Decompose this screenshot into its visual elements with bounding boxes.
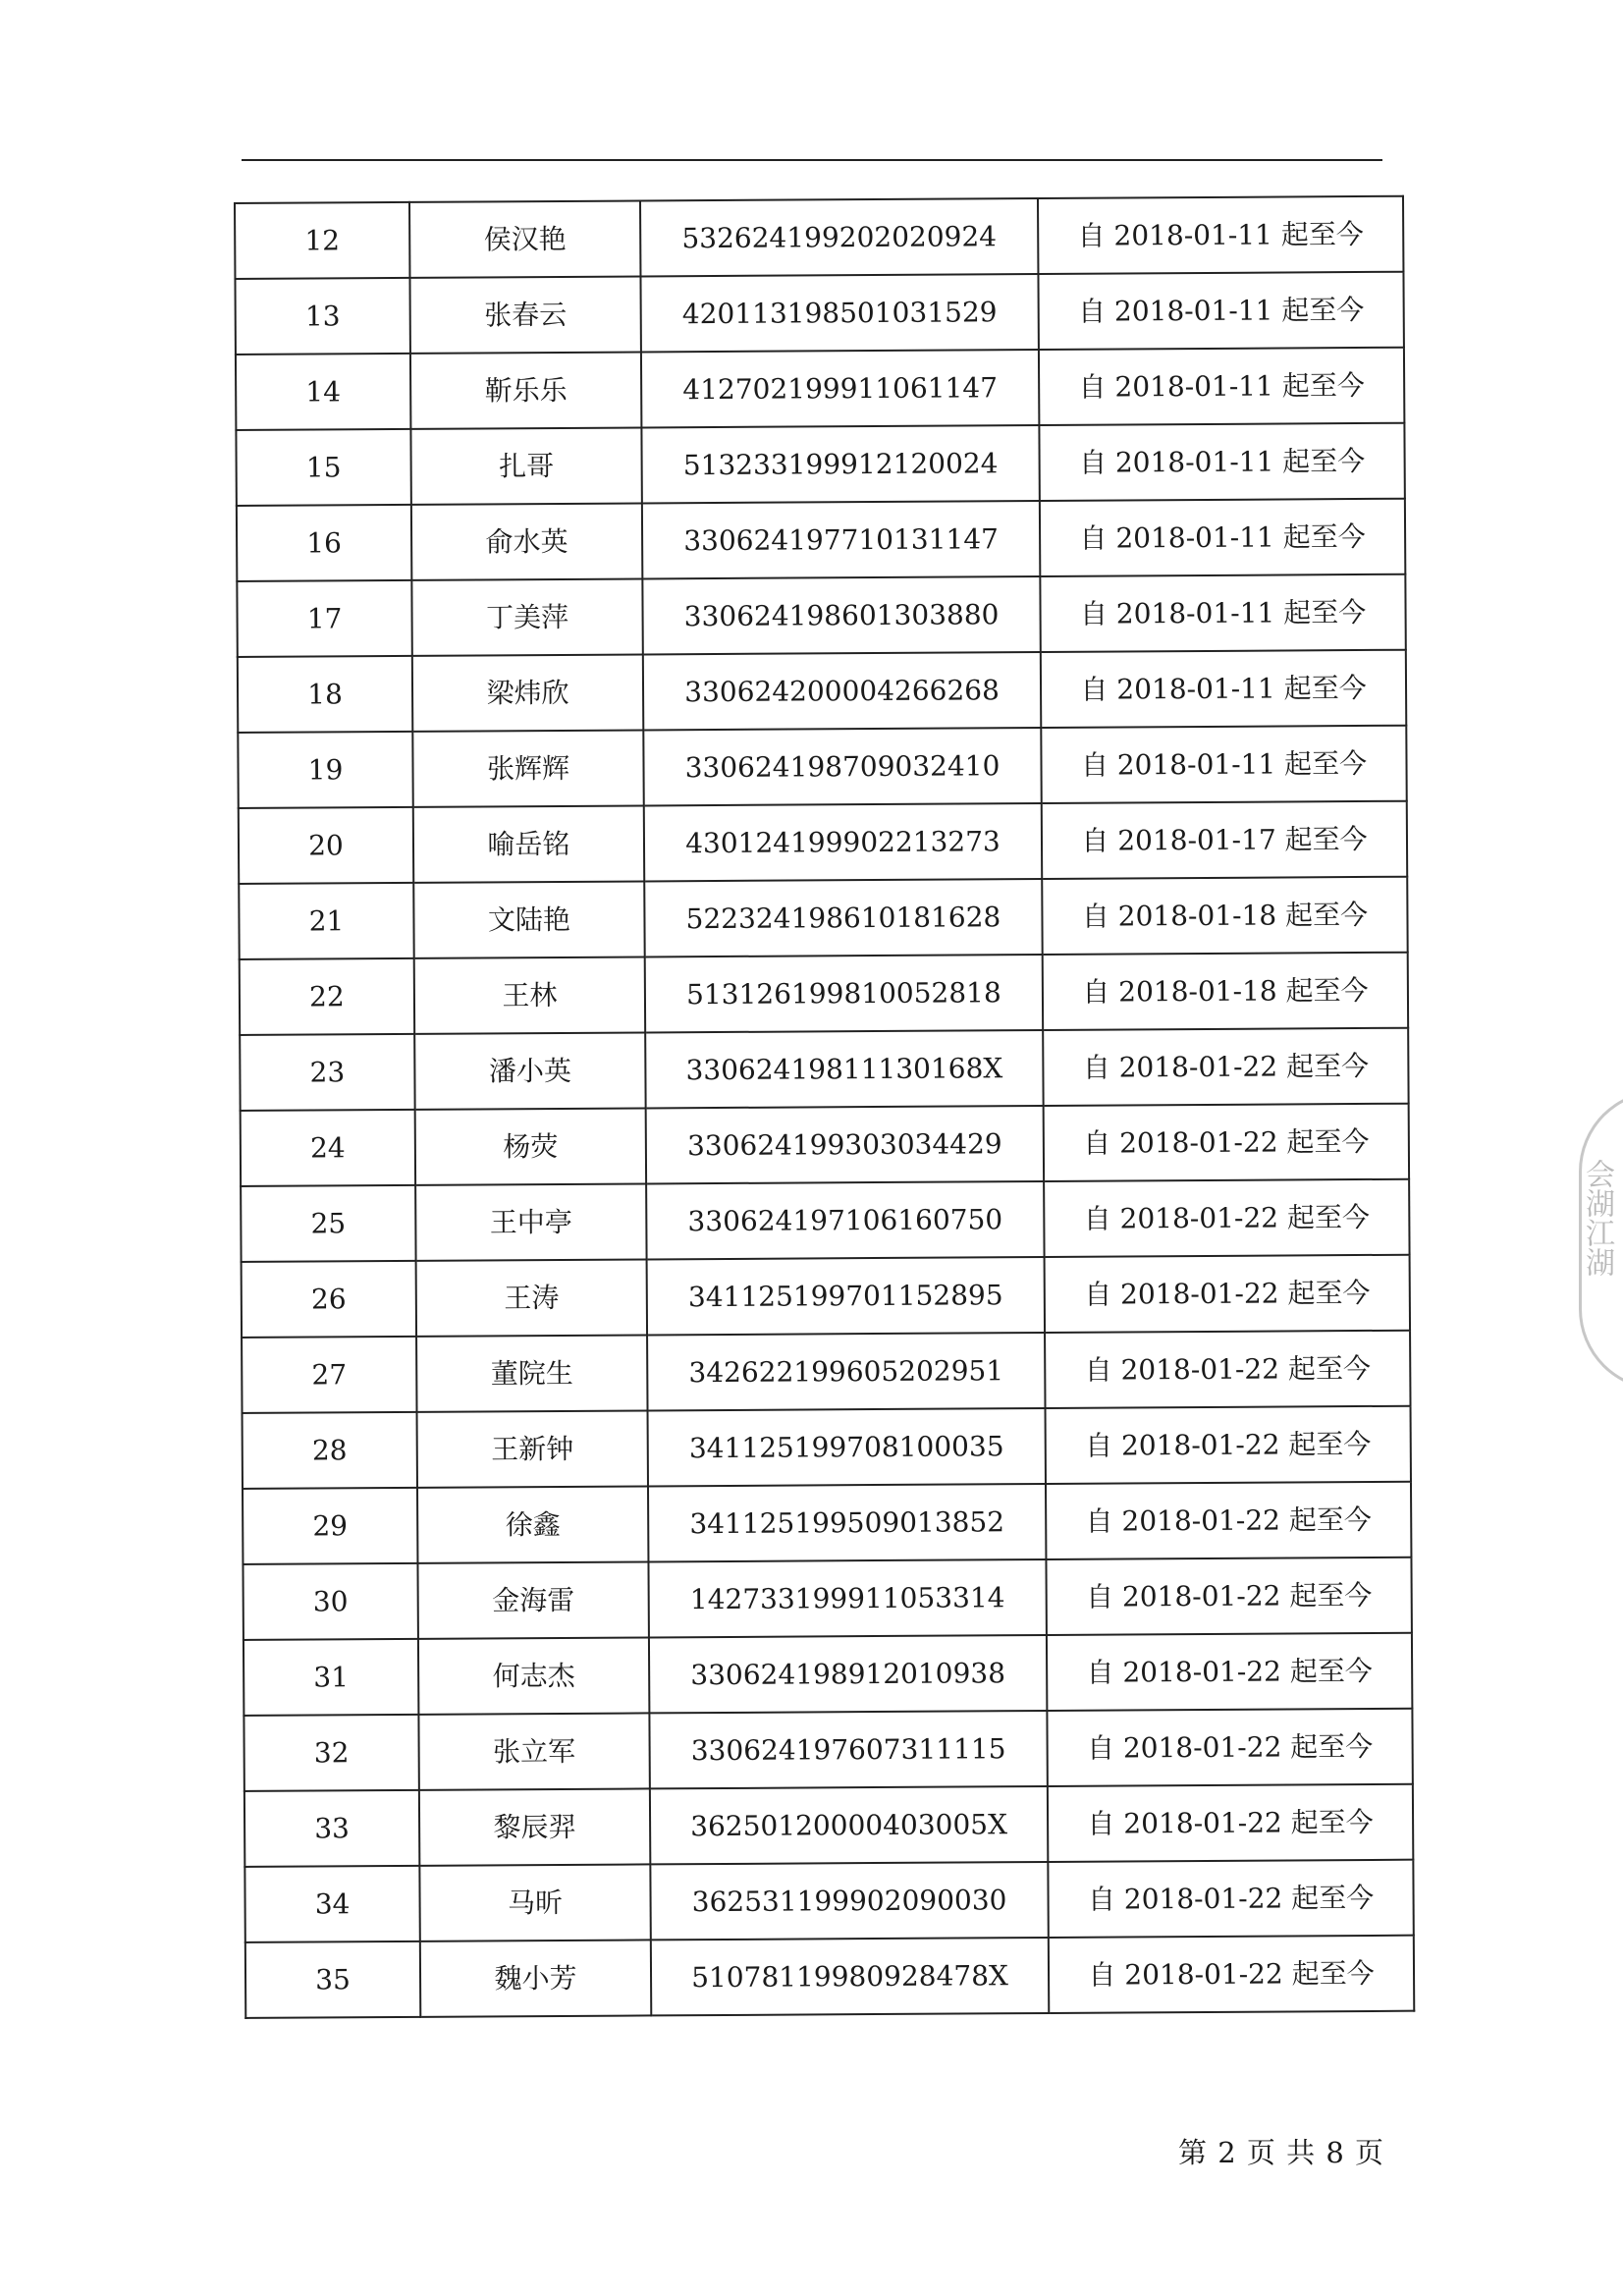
name-cell: 梁炜欣 <box>412 654 643 731</box>
table-row <box>238 726 1406 808</box>
table-row <box>240 1028 1408 1111</box>
id-number-cell: 341125199509013852 <box>648 1484 1046 1561</box>
name-cell: 张辉辉 <box>412 730 643 806</box>
date-range-cell: 自 2018-01-11 起至今 <box>1041 650 1406 728</box>
id-number-cell: 51078119980928478X <box>651 1938 1049 2015</box>
id-number-cell: 330624197710131147 <box>642 501 1040 578</box>
table-row <box>238 650 1406 733</box>
id-number-cell: 430124199902213273 <box>644 803 1042 881</box>
name-cell: 张春云 <box>409 276 640 353</box>
table-row <box>239 877 1407 959</box>
table-body <box>235 196 1414 2018</box>
id-number-cell: 330624199303034429 <box>646 1106 1044 1183</box>
row-number-cell: 15 <box>236 429 410 506</box>
date-range-cell: 自 2018-01-11 起至今 <box>1038 272 1403 350</box>
row-number-cell: 12 <box>235 202 409 279</box>
row-number-cell: 18 <box>238 656 412 733</box>
date-range-cell: 自 2018-01-11 起至今 <box>1040 499 1405 576</box>
table-row <box>240 953 1408 1035</box>
name-cell: 杨荧 <box>415 1108 646 1184</box>
row-number-cell: 17 <box>237 580 411 657</box>
header-rule <box>242 159 1382 161</box>
name-cell: 喻岳铭 <box>413 805 644 882</box>
table-row <box>236 348 1404 430</box>
table-row <box>243 1406 1411 1489</box>
row-number-cell: 27 <box>242 1337 416 1413</box>
row-number-cell: 25 <box>241 1185 415 1262</box>
row-number-cell: 26 <box>242 1261 416 1338</box>
name-cell: 王新钟 <box>417 1410 648 1487</box>
table-row <box>236 423 1404 506</box>
date-range-cell: 自 2018-01-18 起至今 <box>1043 953 1408 1030</box>
date-range-cell: 自 2018-01-22 起至今 <box>1045 1331 1410 1408</box>
table-row <box>239 801 1407 884</box>
name-cell: 文陆艳 <box>413 881 644 957</box>
table-row <box>242 1331 1410 1413</box>
id-number-cell: 36250120000403005X <box>650 1786 1048 1864</box>
id-number-cell: 513233199912120024 <box>641 425 1039 503</box>
date-range-cell: 自 2018-01-22 起至今 <box>1049 1936 1414 2013</box>
id-number-cell: 522324198610181628 <box>644 879 1042 957</box>
name-cell: 王涛 <box>416 1259 647 1336</box>
date-range-cell: 自 2018-01-11 起至今 <box>1038 196 1403 274</box>
id-number-cell: 330624197607311115 <box>649 1711 1047 1788</box>
table-row <box>235 272 1403 355</box>
row-number-cell: 23 <box>240 1034 414 1111</box>
id-number-cell: 341125199701152895 <box>647 1257 1045 1335</box>
row-number-cell: 28 <box>243 1412 417 1489</box>
id-number-cell: 142733199911053314 <box>648 1559 1046 1637</box>
name-cell: 黎辰羿 <box>419 1788 650 1865</box>
row-number-cell: 35 <box>245 1941 420 2018</box>
date-range-cell: 自 2018-01-11 起至今 <box>1039 348 1404 425</box>
table-row <box>235 196 1403 279</box>
name-cell: 金海雷 <box>417 1561 648 1638</box>
date-range-cell: 自 2018-01-22 起至今 <box>1046 1558 1411 1635</box>
date-range-cell: 自 2018-01-22 起至今 <box>1046 1406 1411 1484</box>
date-range-cell: 自 2018-01-22 起至今 <box>1048 1860 1413 1938</box>
date-range-cell: 自 2018-01-22 起至今 <box>1047 1633 1412 1711</box>
table-row <box>243 1558 1411 1640</box>
id-number-cell: 33062419811130168X <box>645 1030 1043 1108</box>
row-number-cell: 22 <box>240 958 414 1035</box>
date-range-cell: 自 2018-01-11 起至今 <box>1040 574 1405 652</box>
page-indicator: 第 2 页 共 8 页 <box>1178 2136 1384 2169</box>
name-cell: 靳乐乐 <box>410 352 641 428</box>
date-range-cell: 自 2018-01-22 起至今 <box>1043 1028 1408 1106</box>
date-range-cell: 自 2018-01-22 起至今 <box>1046 1482 1411 1559</box>
table-row <box>241 1104 1409 1186</box>
table-row <box>237 499 1405 581</box>
row-number-cell: 31 <box>243 1639 418 1716</box>
table-row <box>243 1633 1412 1716</box>
row-number-cell: 30 <box>243 1563 417 1640</box>
id-number-cell: 330624198912010938 <box>649 1635 1047 1713</box>
id-number-cell: 341125199708100035 <box>648 1408 1046 1486</box>
date-range-cell: 自 2018-01-11 起至今 <box>1039 423 1404 501</box>
date-range-cell: 自 2018-01-22 起至今 <box>1044 1104 1409 1181</box>
name-cell: 徐鑫 <box>417 1486 648 1562</box>
id-number-cell: 513126199810052818 <box>645 955 1043 1032</box>
table-row <box>243 1709 1412 1791</box>
table-row <box>245 1936 1414 2018</box>
name-cell: 董院生 <box>416 1335 647 1411</box>
row-number-cell: 32 <box>243 1715 418 1791</box>
date-range-cell: 自 2018-01-22 起至今 <box>1047 1709 1412 1786</box>
id-number-cell: 532624199202020924 <box>640 198 1038 276</box>
date-range-cell: 自 2018-01-22 起至今 <box>1044 1179 1409 1257</box>
name-cell: 王中亭 <box>415 1183 646 1260</box>
table-row <box>243 1482 1411 1564</box>
row-number-cell: 21 <box>239 883 413 959</box>
row-number-cell: 20 <box>239 807 413 884</box>
date-range-cell: 自 2018-01-11 起至今 <box>1041 726 1406 803</box>
name-cell: 潘小英 <box>414 1032 645 1109</box>
table-row <box>241 1179 1409 1262</box>
table-row <box>244 1784 1413 1867</box>
name-cell: 张立军 <box>418 1713 649 1789</box>
id-number-cell: 330624197106160750 <box>646 1181 1044 1259</box>
row-number-cell: 24 <box>241 1110 415 1186</box>
table-row <box>244 1860 1413 1942</box>
name-cell: 何志杰 <box>418 1637 649 1714</box>
name-cell: 魏小芳 <box>420 1940 651 2016</box>
table-row <box>237 574 1405 657</box>
row-number-cell: 14 <box>236 354 410 430</box>
stamp-text: 会湖江湖 <box>1580 1159 1614 1277</box>
id-number-cell: 420113198501031529 <box>640 274 1038 352</box>
row-number-cell: 29 <box>243 1488 417 1564</box>
date-range-cell: 自 2018-01-22 起至今 <box>1048 1784 1413 1862</box>
id-number-cell: 342622199605202951 <box>647 1333 1045 1410</box>
id-number-cell: 412702199911061147 <box>641 350 1039 427</box>
name-cell: 丁美萍 <box>411 578 642 655</box>
name-cell: 马昕 <box>419 1864 650 1941</box>
name-cell: 侯汉艳 <box>409 200 640 277</box>
date-range-cell: 自 2018-01-18 起至今 <box>1042 877 1407 955</box>
id-number-cell: 362531199902090030 <box>650 1862 1048 1940</box>
row-number-cell: 19 <box>238 732 412 808</box>
row-number-cell: 13 <box>235 278 409 355</box>
name-cell: 扎哥 <box>410 427 641 504</box>
name-cell: 俞水英 <box>411 503 642 579</box>
date-range-cell: 自 2018-01-17 起至今 <box>1042 801 1407 879</box>
id-number-cell: 330624198709032410 <box>643 728 1041 805</box>
row-number-cell: 34 <box>244 1866 419 1942</box>
row-number-cell: 33 <box>244 1790 419 1867</box>
employee-table <box>234 195 1415 2019</box>
table-row <box>242 1255 1410 1338</box>
name-cell: 王林 <box>414 957 645 1033</box>
id-number-cell: 330624200004266268 <box>643 652 1041 730</box>
row-number-cell: 16 <box>237 505 411 581</box>
id-number-cell: 330624198601303880 <box>642 576 1040 654</box>
date-range-cell: 自 2018-01-22 起至今 <box>1045 1255 1410 1333</box>
